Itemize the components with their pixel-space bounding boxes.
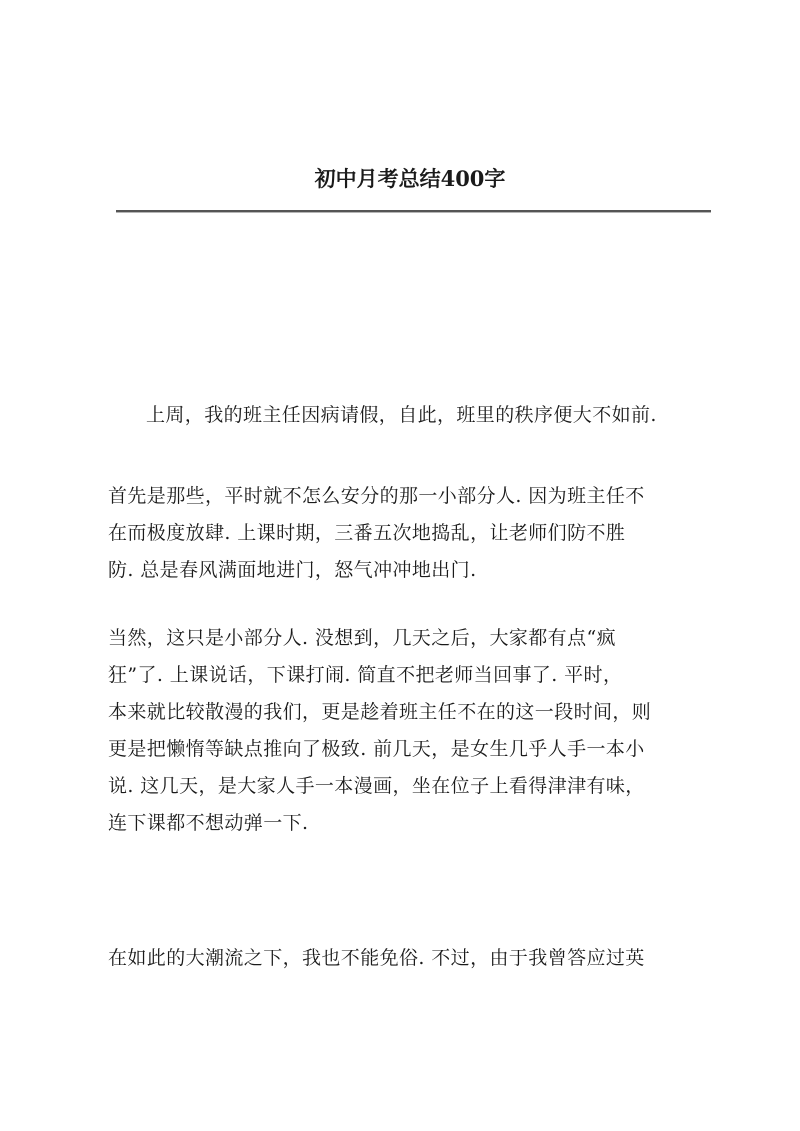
paragraph-4 (108, 940, 712, 977)
paragraph-2 (108, 478, 712, 589)
paragraph-line: 说. 这几天，是大家人手一本漫画，坐在位子上看得津津有味， (108, 775, 645, 797)
paragraph-line: 本来就比较散漫的我们，更是趁着班主任不在的这一段时间，则 (108, 701, 652, 723)
title-divider (116, 210, 711, 213)
paragraph-line: 在而极度放肆. 上课时期，三番五次地捣乱，让老师们防不胜 (108, 522, 626, 544)
paragraph-line: 在如此的大潮流之下，我也不能免俗. 不过，由于我曾答应过英 (108, 947, 645, 969)
paragraph-1 (108, 397, 712, 434)
paragraph-line: 当然，这只是小部分人. 没想到，几天之后，大家都有点“疯 (108, 627, 616, 649)
paragraph-line: 首先是那些，平时就不怎么安分的那一小部分人. 因为班主任不 (108, 485, 645, 507)
paragraph-line: 防. 总是春风满面地进门，怒气冲冲地出门. (108, 559, 477, 581)
document-title: 初中月考总结400字 (314, 166, 506, 191)
paragraph-line: 狂”了. 上课说话，下课打闹. 简直不把老师当回事了. 平时， (108, 664, 623, 686)
paragraph-line: 上周，我的班主任因病请假，自此，班里的秩序便大不如前. (146, 404, 657, 426)
paragraph-line: 更是把懒惰等缺点推向了极致. 前几天，是女生几乎人手一本小 (108, 738, 645, 760)
paragraph-line: 连下课都不想动弹一下. (108, 812, 309, 834)
paragraph-3 (108, 620, 712, 842)
